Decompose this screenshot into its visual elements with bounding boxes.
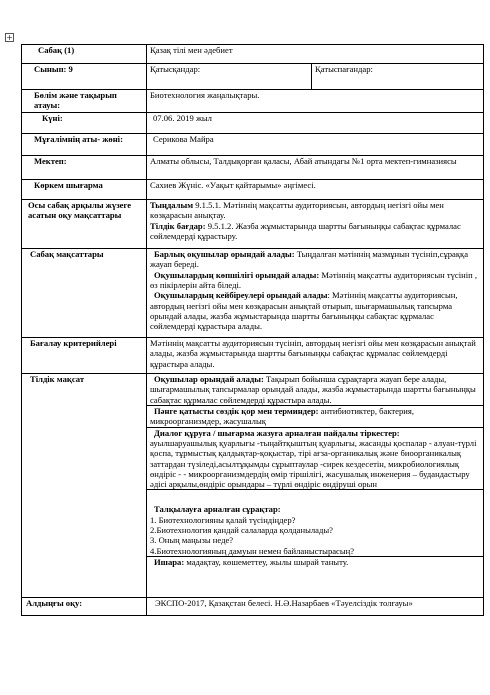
goals-all-text: Тыңдалған мәтіннің мазмұнын түсініп,сұраққа жауап береді. bbox=[150, 249, 469, 270]
language-students-title: Оқушылар орындай алады: bbox=[154, 374, 264, 384]
writing-title: Тілдік бағдар: bbox=[150, 220, 206, 231]
assessment-label: Бағалау критерийлері bbox=[22, 338, 147, 374]
question-4: 4.Биотехнологияның дамуын немен байланыстырасың? bbox=[150, 545, 355, 556]
absent-label: Қатыспағандар: bbox=[312, 64, 484, 90]
language-goal-value bbox=[147, 374, 484, 598]
language-phrases-block bbox=[147, 427, 483, 490]
goals-most-text: Мәтіннің мақсатты аудиториясын түсініп , өз пікірлерін айта біледі. bbox=[150, 269, 477, 290]
lesson-plan-table bbox=[21, 44, 484, 616]
language-terms-title: Пәнге қатысты сөздік қор мен терминдер: bbox=[154, 405, 319, 416]
previous-label: Алдыңғы оқу: bbox=[22, 598, 147, 616]
teacher-value: Серикова Майра bbox=[147, 134, 484, 156]
literary-value: Сахиев Жүніс. «Уақыт қайтарымы» әңгімесі. bbox=[147, 180, 484, 200]
goals-most-title: Оқушылардың көпшілігі орындай алады: bbox=[154, 269, 320, 280]
lesson-goals-label: Сабақ мақсаттары bbox=[22, 249, 147, 338]
lesson-label: Сабақ (1) bbox=[22, 45, 147, 64]
row-date bbox=[22, 113, 484, 134]
lesson-goals-value bbox=[147, 249, 484, 338]
writing-text: 9.5.1.2. Жазба жұмыстарында шартты бағыныңқы сабақтас құрмалас сөйлемдерді құрастыру. bbox=[150, 220, 461, 241]
language-terms-block bbox=[147, 405, 483, 427]
row-teacher bbox=[22, 134, 484, 156]
row-school bbox=[22, 156, 484, 180]
date-label: Күні: bbox=[22, 113, 147, 134]
question-1: 1. Биотехнологияны қалай түсіндіңдер? bbox=[150, 514, 296, 525]
question-2: 2.Биотехнология қандай салаларда қолданылады? bbox=[150, 525, 333, 536]
language-students-block bbox=[150, 374, 480, 405]
date-value: 07.06. 2019 жыл bbox=[147, 113, 484, 134]
language-hint-title: Ишара: bbox=[154, 557, 185, 567]
grade-label: Сынып: 9 bbox=[22, 64, 147, 90]
row-previous bbox=[22, 598, 484, 616]
row-language-goal bbox=[22, 374, 484, 598]
row-lesson-goals bbox=[22, 249, 484, 338]
row-objectives bbox=[22, 200, 484, 249]
school-label: Мектеп: bbox=[22, 156, 147, 180]
goals-some-text: : Мәтіннің мақсатты аудиториясын, автордың негізгі ойы мен көзқарасын анықтай отырып, шығармашылық тапсырма орындай алады, жазба жұмыстарында шартты бағыныңқы сабақтас құрмалас сөйлемдерді құрастыра алады. bbox=[150, 290, 458, 332]
literary-label: Көркем шығарма bbox=[22, 180, 147, 200]
previous-value: ЭКСПО-2017, Қазақстан белесі. Н.Ә.Назарбаев «Тәуелсіздік толғауы» bbox=[147, 598, 484, 616]
row-section bbox=[22, 90, 484, 113]
section-value: Биотехнология жаңалықтары. bbox=[147, 90, 484, 113]
language-hint-text: мадақтау, көшеметтеу, жылы шырай таныту. bbox=[184, 557, 349, 567]
listening-text: 9.1.5.1. Мәтіннің мақсатты аудиториясын, автордың негізгі ойы мен көзқарасын анықтау. bbox=[150, 200, 444, 221]
row-assessment bbox=[22, 338, 484, 374]
assessment-value: Мәтіннің мақсатты аудиториясын түсініп, автордың негізгі ойы мен көзқарасын анықтай алады, жазба жұмыстарында шартты бағыныңқы сабақтас құрмалас сөйлемдерді құрастыра алады. bbox=[147, 338, 484, 374]
objectives-label: Осы сабақ арқылы жүзеге асатын оқу мақсаттары bbox=[22, 200, 147, 249]
row-lesson bbox=[22, 45, 484, 64]
goals-all-title: Барлық оқушылар орындай алады: bbox=[154, 249, 295, 259]
row-grade bbox=[22, 64, 484, 90]
present-label: Қатысқандар: bbox=[147, 64, 312, 90]
school-value: Алматы облысы, Талдықорған қаласы, Абай атындағы №1 орта мектеп-гимназиясы bbox=[147, 156, 484, 180]
table-move-handle-icon[interactable]: + bbox=[6, 33, 13, 42]
language-terms-text: антибиотиктер, бактерия, микроорганизмдер, жасушалық bbox=[150, 405, 414, 427]
question-3: 3. Оның маңызы неде? bbox=[150, 535, 234, 546]
row-literary bbox=[22, 180, 484, 200]
language-hint-block bbox=[147, 556, 483, 567]
language-phrases-title: Диалог құруға / шығарма жазуға арналған пайдалы тіркестер: bbox=[154, 427, 400, 438]
objectives-value bbox=[147, 200, 484, 249]
language-phrases-text: ауылшаруашылық қуарлығы -тыңайтқыштың қуарлығы, жасанды қоспалар - алуан-түрлі қоспа, тұрмыстық қалдықтар-қоқыстар, тірі ағза-органикалық және биоорганикалық заттардан түзіледі,асылтұқымды сұрыптаулар -сирек кездесетін, микробиологиялық өндіріс - - микроорганизмдердің өмір тіршілігі, жасушалық инженерия – будандастыру әдісі арқылы,өндіріс орындары – түрлі өндіріс өндіруші орын bbox=[150, 437, 477, 490]
teacher-label: Мұғалімнің аты- жөні: bbox=[22, 134, 147, 156]
language-questions-block bbox=[147, 489, 483, 556]
goals-some-title: Оқушылардың кейбіреулері орындай алады bbox=[154, 290, 328, 301]
language-goal-label: Тілдік мақсат bbox=[22, 374, 147, 598]
listening-title: Тыңдалым bbox=[150, 200, 194, 210]
lesson-value: Қазақ тілі мен әдебиет bbox=[147, 45, 484, 64]
language-questions-title: Талқылауға арналған сұрақтар: bbox=[154, 504, 281, 515]
language-students-text: Тақырып бойынша сұрақтарға жауап бере алады, шығармашылық тапсырмалар орындай алады, жазба жұмыстарында шартты бағыныңқы сабақтас құрмалас сөйлемдерді құрастыра алады. bbox=[150, 374, 476, 405]
section-label: Бөлім және тақырып атауы: bbox=[22, 90, 147, 113]
